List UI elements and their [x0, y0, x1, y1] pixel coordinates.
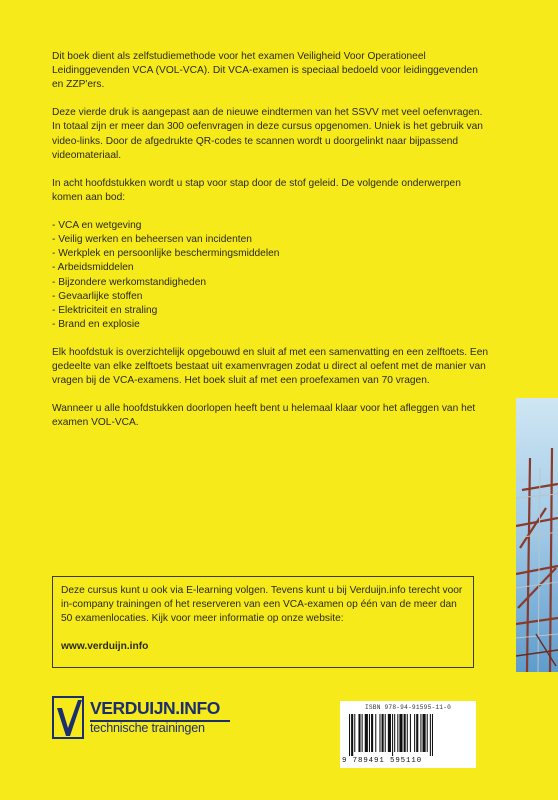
topic-item: - Werkplek en persoonlijke beschermingsmiddelen: [52, 248, 280, 260]
barcode-bars: [347, 714, 471, 756]
topic-item: - Bijzondere werkomstandigheden: [52, 276, 207, 288]
topic-item: - Brand en explosie: [52, 318, 140, 330]
logo-brand-name: VERDUIJN.INFO: [90, 698, 220, 718]
isbn-label: ISBN 978-94-91595-11-0: [364, 704, 452, 711]
topic-item: - Elektriciteit en straling: [52, 304, 158, 316]
intro-paragraph-4: Elk hoofdstuk is overzichtelijk opgebouwd en sluit af met een samenvatting en een zelftoets. Een gedeelte van elke zelftoets bestaat uit examenvragen zodat u direct al oefent met de manier van vragen bij de VCA-examens. Het boek sluit af met een proefexamen van 70 vragen.: [52, 346, 489, 387]
topic-item: - VCA en wetgeving: [52, 220, 142, 232]
info-box-text: Deze cursus kunt u ook via E-learning volgen. Tevens kunt u bij Verduijn.info terecht voor in-company trainingen of het reserveren van een VCA-examen op één van de meer dan 50 examenlocaties. Kijk voor meer informatie op onze website:: [61, 585, 463, 625]
topic-item: - Veilig werken en beheersen van incidenten: [52, 234, 252, 246]
description-text: [52, 50, 492, 445]
intro-paragraph-3: In acht hoofdstukken wordt u stap voor stap door de stof geleid. De volgende onderwerpen komen aan bod:: [52, 177, 461, 203]
barcode-digits: 9 789491 595110: [342, 757, 423, 765]
isbn-barcode: [340, 701, 476, 768]
topic-list: [52, 219, 492, 332]
intro-paragraph-5: Wanneer u alle hoofdstukken doorlopen heeft bent u helemaal klaar voor het afleggen van het examen VOL-VCA.: [52, 403, 476, 429]
checkmark-logo-icon: [52, 696, 86, 740]
verduijn-logo: [52, 696, 232, 742]
topic-item: - Arbeidsmiddelen: [52, 262, 134, 274]
intro-paragraph-2: Deze vierde druk is aangepast aan de nieuwe eindtermen van het SSVV met veel oefenvragen. In totaal zijn er meer dan 300 oefenvragen in deze cursus opgenomen. Uniek is het gebruik van video-links. Door de afgedrukte QR-codes te scannen wordt u doorgelinkt naar bijpassend videomateriaal.: [52, 107, 483, 161]
scaffolding-photo: [516, 398, 558, 672]
elearning-info-box: [52, 576, 474, 668]
topic-item: - Gevaarlijke stoffen: [52, 290, 143, 302]
intro-paragraph-1: Dit boek dient als zelfstudiemethode voor het examen Veiligheid Voor Operationeel Leidinggevenden VCA (VOL-VCA). Dit VCA-examen is speciaal bedoeld voor leidinggevenden en ZZP'ers.: [52, 51, 478, 91]
logo-tagline: technische trainingen: [90, 721, 205, 735]
website-link[interactable]: www.verduijn.info: [61, 641, 149, 653]
